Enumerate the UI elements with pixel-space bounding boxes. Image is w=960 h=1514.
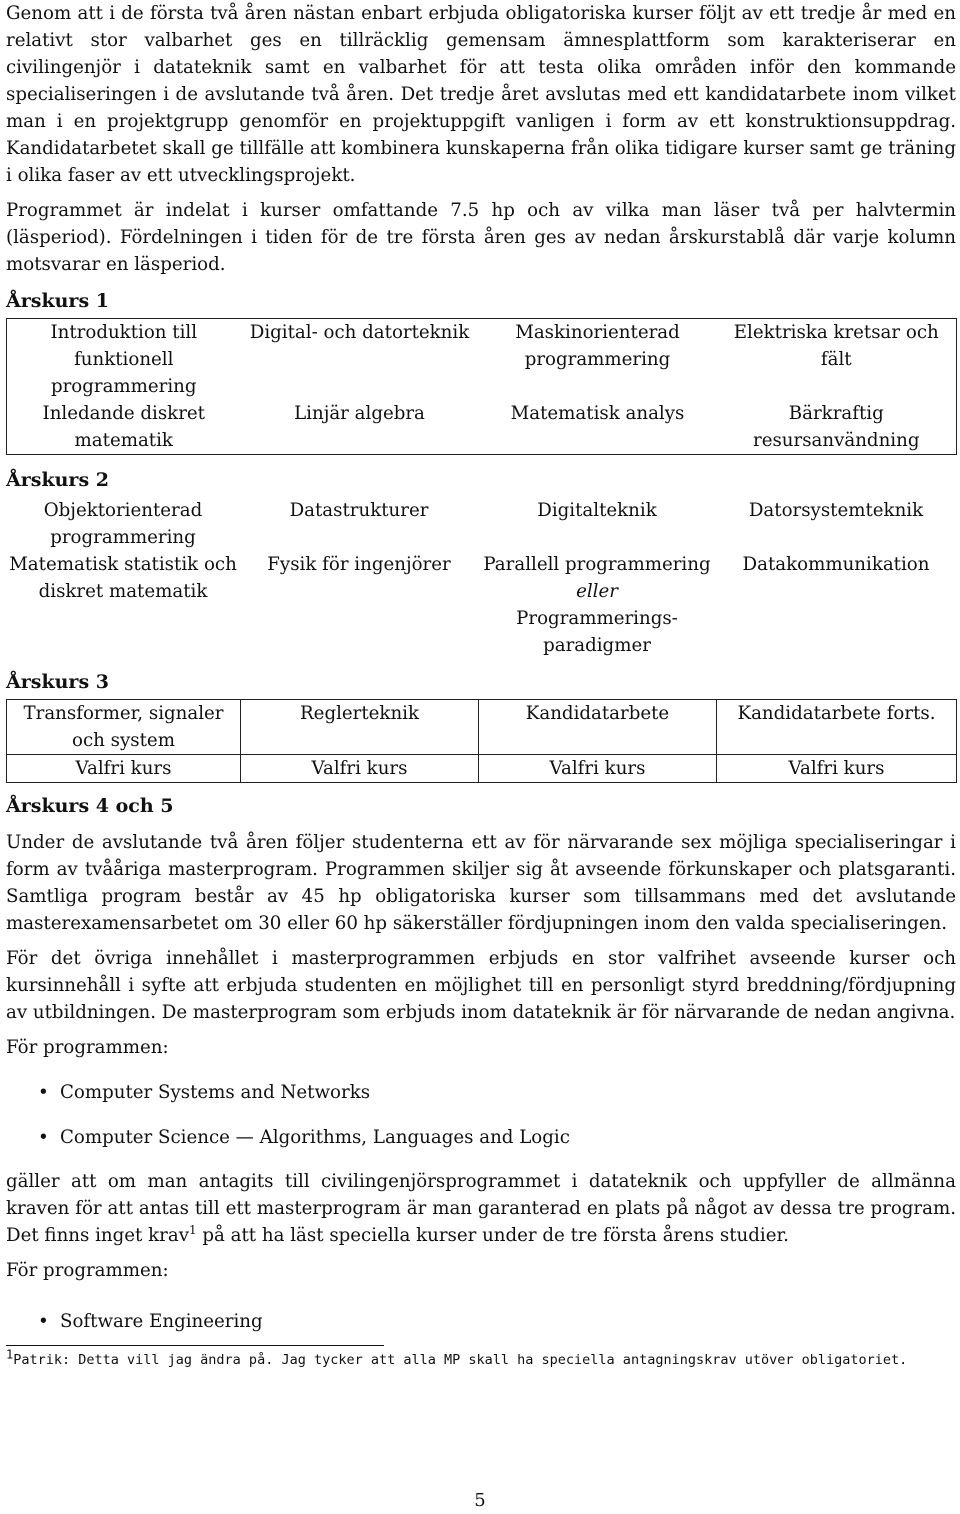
- course-cell: Maskinorienterad programmering: [515, 322, 680, 370]
- course-cell-parallel: [478, 551, 716, 659]
- year3-heading: Årskurs 3: [6, 671, 109, 693]
- course-cell: Objektorienterad programmering: [43, 500, 203, 548]
- footnote: [6, 1347, 956, 1370]
- year3-table: [6, 699, 957, 783]
- bullet-icon: •: [38, 1311, 49, 1332]
- course-cell: Datastrukturer: [289, 500, 429, 521]
- program-list-1: [6, 1079, 956, 1151]
- course-cell: Reglerteknik: [241, 700, 479, 755]
- table-row: [6, 497, 956, 551]
- course-cell: Linjär algebra: [294, 403, 425, 424]
- course-cell: Valfri kurs: [7, 755, 241, 783]
- year45-paragraph-2: För det övriga innehållet i masterprogrammen erbjuds en stor valfrihet avseende kurser och kursinnehåll i syfte att erbjuda studenten en möjlighet till en personligt styrd breddning/fördjupning av utbildningen. De masterprogram som erbjuds inom datateknik är för närvarande de nedan angivna.: [6, 948, 956, 1023]
- document-page: [6, 0, 956, 1370]
- year2-heading: Årskurs 2: [6, 469, 109, 491]
- course-cell: Fysik för ingenjörer: [267, 554, 451, 575]
- table-row: [7, 400, 957, 455]
- course-cell: Elektriska kretsar och fält: [717, 319, 957, 401]
- course-cell: Bärkraftig resursanvändning: [717, 400, 957, 455]
- course-cell: Matematisk statistik och diskret matematik: [9, 554, 237, 602]
- bullet-icon: •: [38, 1127, 49, 1148]
- year1-heading: Årskurs 1: [6, 290, 109, 312]
- course-name: Parallell programmering: [483, 554, 711, 575]
- list-item: • Computer Systems and Networks: [6, 1079, 956, 1106]
- course-cell: Matematisk analys: [510, 403, 685, 424]
- for-programs-label: För programmen:: [6, 1037, 169, 1058]
- footnote-divider: [6, 1345, 384, 1346]
- course-name-alt-line2: paradigmer: [543, 635, 651, 656]
- table-row: [7, 700, 957, 755]
- table-row: [7, 319, 957, 401]
- program-list-2: [6, 1308, 956, 1335]
- year45-heading: Årskurs 4 och 5: [6, 795, 174, 817]
- course-cell: Introduktion till funktionell programmering: [7, 319, 241, 401]
- footnote-ref: 1: [188, 1222, 197, 1237]
- year1-table: [6, 318, 957, 455]
- intro-paragraph-2: Programmet är indelat i kurser omfattande 7.5 hp och av vilka man läser två per halvtermin (läsperiod). Fördelningen i tiden för de tre första åren ges av nedan årskurstablå där varje kolumn motsvarar en läsperiod.: [6, 200, 956, 275]
- year2-table: [6, 497, 956, 659]
- list-item: • Computer Science — Algorithms, Languages and Logic: [6, 1124, 956, 1151]
- table-row: [7, 755, 957, 783]
- course-cell: Datorsystemteknik: [748, 500, 924, 521]
- course-cell: Valfri kurs: [717, 755, 957, 783]
- year45-paragraph-1: Under de avslutande två åren följer studenterna ett av för närvarande sex möjliga specialiseringar i form av tvååriga masterprogram. Programmen skiljer sig åt avseende förkunskaper och platsgaranti. Samtliga program består av 45 hp obligatoriska kurser som tillsammans med det avslutande masterexamensarbetet om 30 eller 60 hp säkerställer fördjupningen inom den valda specialiseringen.: [6, 832, 956, 934]
- year45-paragraph-3: gäller att om man antagits till civilingenjörsprogrammet i datateknik och uppfyller de allmänna kraven för att antas till ett masterprogram är man garanterad en plats på något av dessa tre program. Det finns inget krav$^1$ på att ha läst speciella kurser under de tre första årens studier.: [6, 1171, 956, 1246]
- for-programs-label: För programmen:: [6, 1260, 169, 1281]
- course-cell: Valfri kurs: [241, 755, 479, 783]
- or-word: eller: [576, 581, 618, 602]
- bullet-icon: •: [38, 1082, 49, 1103]
- course-cell: Transformer, signaler och system: [7, 700, 241, 755]
- list-item: • Software Engineering: [6, 1308, 956, 1335]
- course-cell: Inledande diskret matematik: [7, 400, 241, 455]
- course-cell: Kandidatarbete forts.: [717, 700, 957, 755]
- course-name-alt-line1: Programmerings-: [516, 608, 678, 629]
- footnote-marker: 1: [6, 1347, 14, 1362]
- footnote-text: Patrik: Detta vill jag ändra på. Jag tycker att alla MP skall ha speciella antagningskrav utöver obligatoriet.: [13, 1352, 908, 1368]
- course-cell: Kandidatarbete: [479, 700, 717, 755]
- course-cell: Digitalteknik: [537, 500, 657, 521]
- intro-paragraph-1: Genom att i de första två åren nästan enbart erbjuda obligatoriska kurser följt av ett tredje år med en relativt stor valbarhet ges en tillräcklig gemensam ämnesplattform som karakteriserar en civilingenjör i datateknik samt en valbarhet för att testa olika områden inför den kommande specialiseringen i de avslutande två åren. Det tredje året avslutas med ett kandidatarbete inom vilket man i en projektgrupp genomför en projektuppgift vanligen i form av ett konstruktionsuppdrag. Kandidatarbetet skall ge tillfälle att kombinera kunskaperna från olika tidigare kurser samt ge träning i olika faser av ett utvecklingsprojekt.: [6, 3, 956, 186]
- course-cell: Valfri kurs: [479, 755, 717, 783]
- table-row: [6, 551, 956, 659]
- page-number: 5: [474, 1490, 486, 1511]
- course-cell: Datakommunikation: [742, 554, 930, 575]
- course-cell: Digital- och datorteknik: [249, 322, 470, 343]
